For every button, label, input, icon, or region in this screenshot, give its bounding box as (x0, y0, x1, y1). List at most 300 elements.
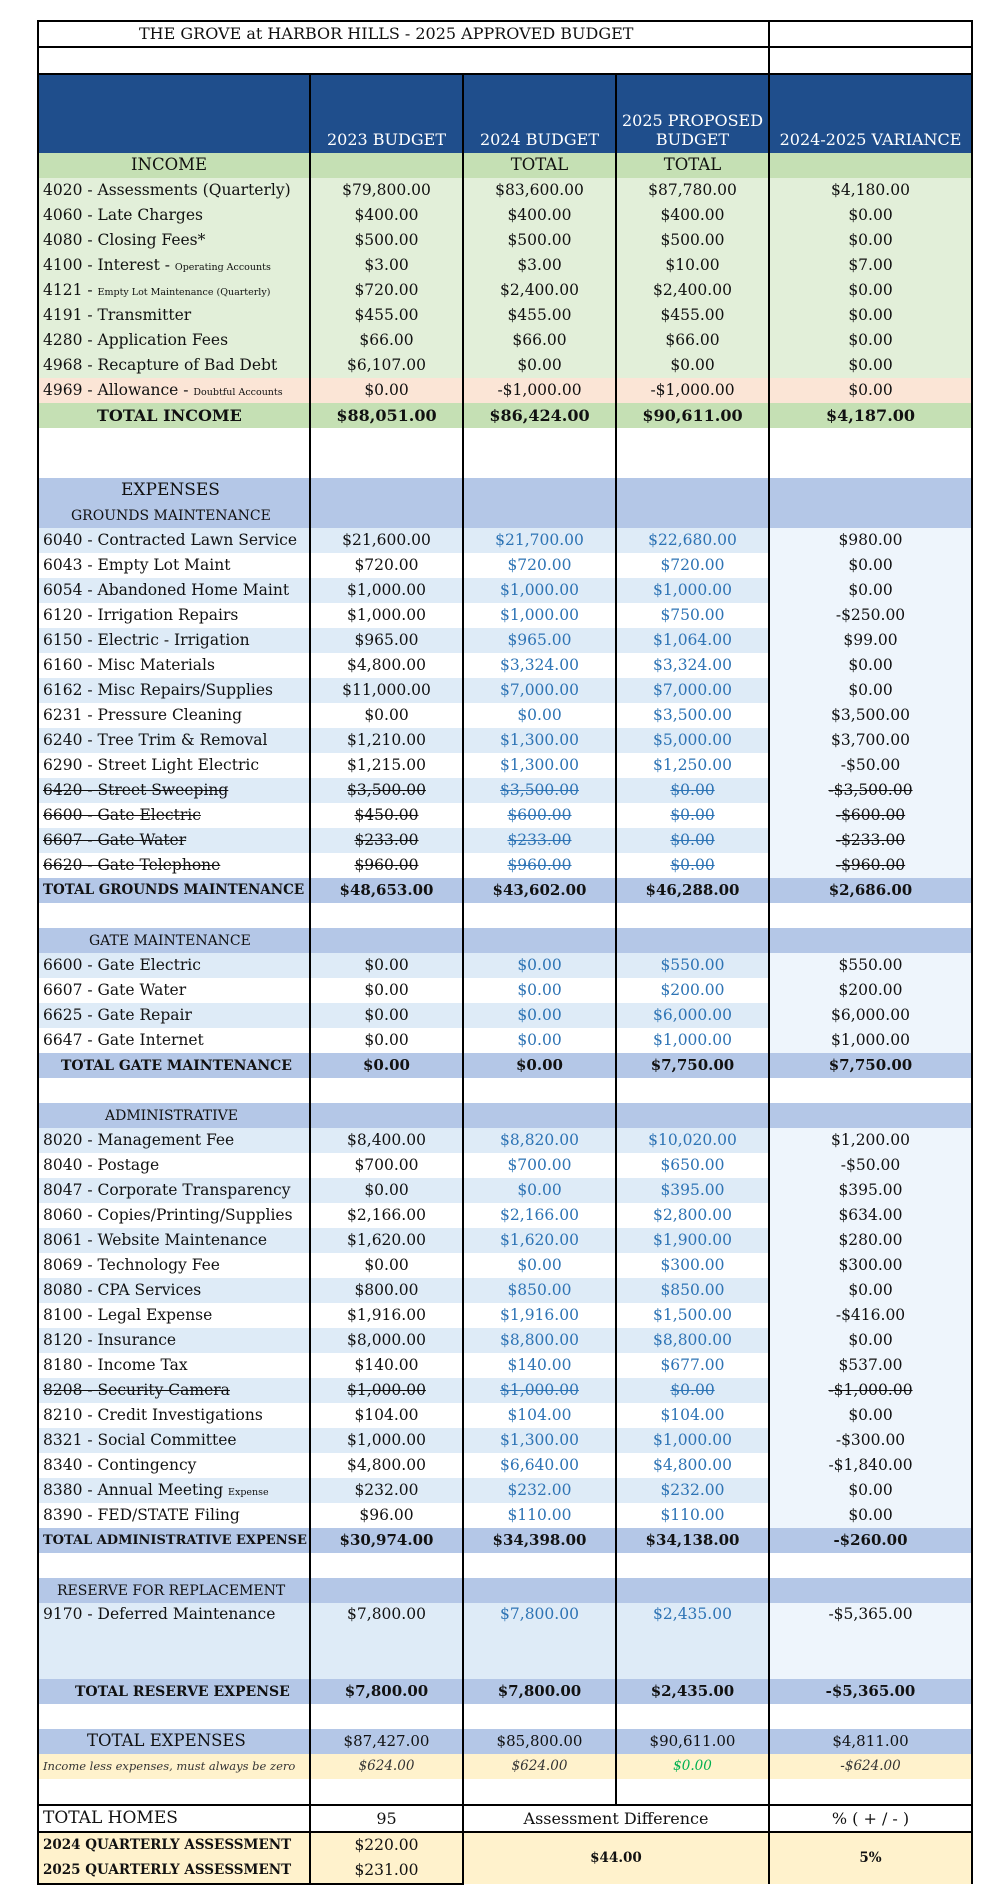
table-row (38, 1603, 972, 1679)
amount-cell: -$233.00 (769, 828, 972, 853)
line-item-name (38, 1603, 310, 1679)
amount-cell: $11,000.00 (310, 678, 463, 703)
amount-cell: -$600.00 (769, 803, 972, 828)
total-amount: $0.00 (463, 1053, 616, 1078)
amount-cell: $232.00 (463, 1478, 616, 1503)
table-row (38, 1178, 972, 1203)
column-header: 2024-2025 VARIANCE (769, 74, 972, 153)
section-heading-row (38, 503, 972, 528)
line-item-name (38, 853, 310, 878)
amount-cell: $0.00 (616, 353, 769, 378)
total-amount: $7,800.00 (463, 1679, 616, 1704)
spacer-row (38, 903, 972, 928)
total-amount: -$260.00 (769, 1528, 972, 1553)
line-item-label: 8120 - Insurance (43, 1330, 177, 1349)
amount-cell: $455.00 (463, 303, 616, 328)
amount-cell: $104.00 (310, 1403, 463, 1428)
amount-cell: $3,500.00 (310, 778, 463, 803)
amount-cell: $500.00 (463, 228, 616, 253)
quarterly-2025-label: 2025 QUARTERLY ASSESSMENT (38, 1858, 310, 1884)
assessment-difference-label: Assessment Difference (463, 1805, 769, 1832)
total-amount: $90,611.00 (616, 403, 769, 428)
line-item-label: 4080 - Closing Fees* (43, 230, 206, 249)
table-row (38, 778, 972, 803)
section-heading: GATE MAINTENANCE (38, 928, 310, 953)
total-amount: $4,187.00 (769, 403, 972, 428)
line-item-name (38, 228, 310, 253)
line-item-name (38, 603, 310, 628)
amount-cell: $537.00 (769, 1353, 972, 1378)
spacer-row (38, 47, 972, 74)
net-amount: $624.00 (310, 1754, 463, 1779)
amount-cell: $0.00 (463, 1253, 616, 1278)
line-item-name (38, 653, 310, 678)
table-row (38, 1328, 972, 1353)
amount-cell: $0.00 (769, 1503, 972, 1528)
net-amount: $624.00 (463, 1754, 616, 1779)
total-label: TOTAL GATE MAINTENANCE (38, 1053, 310, 1078)
amount-cell: $700.00 (310, 1153, 463, 1178)
total-subheader: TOTAL (616, 153, 769, 178)
amount-cell: -$50.00 (769, 1153, 972, 1178)
table-row (38, 253, 972, 278)
amount-cell: $0.00 (616, 853, 769, 878)
amount-cell: $4,800.00 (616, 1453, 769, 1478)
amount-cell: $800.00 (310, 1278, 463, 1303)
amount-cell: $0.00 (310, 1253, 463, 1278)
spacer-row (38, 1553, 972, 1578)
expenses-heading: EXPENSES (38, 478, 310, 503)
total-amount: $88,051.00 (310, 403, 463, 428)
amount-cell: $2,400.00 (463, 278, 616, 303)
table-row (38, 578, 972, 603)
line-item-name (38, 828, 310, 853)
amount-cell: $7.00 (769, 253, 972, 278)
amount-cell: $21,700.00 (463, 528, 616, 553)
total-row (38, 1053, 972, 1078)
amount-cell: $7,000.00 (616, 678, 769, 703)
amount-cell: $233.00 (310, 828, 463, 853)
amount-cell: $1,000.00 (310, 578, 463, 603)
amount-cell: $96.00 (310, 1503, 463, 1528)
amount-cell: $110.00 (463, 1503, 616, 1528)
line-item-name (38, 203, 310, 228)
amount-cell: $455.00 (310, 303, 463, 328)
amount-cell: $4,800.00 (310, 653, 463, 678)
line-item-name (38, 303, 310, 328)
section-heading: RESERVE FOR REPLACEMENT (38, 1578, 310, 1603)
quarterly-2025-value: $231.00 (310, 1858, 463, 1884)
table-row (38, 1203, 972, 1228)
amount-cell: $0.00 (769, 353, 972, 378)
line-item-name (38, 1028, 310, 1053)
amount-cell: $0.00 (769, 1328, 972, 1353)
amount-cell: $3,500.00 (769, 703, 972, 728)
table-row (38, 1503, 972, 1528)
amount-cell: $400.00 (616, 203, 769, 228)
amount-cell: $1,000.00 (463, 578, 616, 603)
amount-cell: $7,800.00 (310, 1603, 463, 1679)
line-item-name (38, 1378, 310, 1403)
table-row (38, 553, 972, 578)
total-homes-label: TOTAL HOMES (38, 1805, 310, 1832)
amount-cell: $0.00 (463, 978, 616, 1003)
total-amount: $34,138.00 (616, 1528, 769, 1553)
amount-cell: $79,800.00 (310, 178, 463, 203)
line-item-label: 6600 - Gate Electric (43, 955, 201, 974)
table-row (38, 1303, 972, 1328)
section-heading: GROUNDS MAINTENANCE (38, 503, 310, 528)
spacer-row (38, 453, 972, 478)
amount-cell: -$5,365.00 (769, 1603, 972, 1679)
table-row (38, 703, 972, 728)
table-row (38, 228, 972, 253)
table-row (38, 1278, 972, 1303)
amount-cell: $140.00 (310, 1353, 463, 1378)
amount-cell: $0.00 (310, 378, 463, 403)
table-row (38, 1428, 972, 1453)
table-row (38, 1003, 972, 1028)
amount-cell: $0.00 (769, 578, 972, 603)
amount-cell: $0.00 (769, 203, 972, 228)
table-row (38, 278, 972, 303)
amount-cell: $1,200.00 (769, 1128, 972, 1153)
table-row (38, 378, 972, 403)
line-item-name (38, 528, 310, 553)
table-row (38, 828, 972, 853)
line-item-label: 8340 - Contingency (43, 1455, 197, 1474)
amount-cell: $0.00 (769, 1403, 972, 1428)
amount-cell: $400.00 (463, 203, 616, 228)
quarterly-2024-label: 2024 QUARTERLY ASSESSMENT (38, 1832, 310, 1858)
amount-cell: $5,000.00 (616, 728, 769, 753)
line-item-name (38, 1128, 310, 1153)
line-item-label: 6290 - Street Light Electric (43, 755, 260, 774)
line-item-label: 8100 - Legal Expense (43, 1305, 213, 1324)
budget-sheet (37, 20, 971, 1885)
amount-cell: $0.00 (769, 228, 972, 253)
amount-cell: $395.00 (616, 1178, 769, 1203)
amount-cell: $66.00 (616, 328, 769, 353)
amount-cell: $0.00 (616, 828, 769, 853)
amount-cell: -$3,500.00 (769, 778, 972, 803)
amount-cell: $3.00 (463, 253, 616, 278)
line-item-note: Expense (228, 1486, 269, 1498)
amount-cell: $6,000.00 (769, 1003, 972, 1028)
income-heading: INCOME (38, 153, 310, 178)
total-row (38, 1729, 972, 1754)
table-row (38, 953, 972, 978)
line-item-name (38, 1203, 310, 1228)
amount-cell: $4,800.00 (310, 1453, 463, 1478)
table-row (38, 178, 972, 203)
line-item-label: 6120 - Irrigation Repairs (43, 605, 239, 624)
line-item-label: 6160 - Misc Materials (43, 655, 215, 674)
amount-cell: $2,800.00 (616, 1203, 769, 1228)
amount-cell: $8,800.00 (616, 1328, 769, 1353)
amount-cell: -$960.00 (769, 853, 972, 878)
amount-cell: $3,500.00 (463, 778, 616, 803)
line-item-name (38, 1503, 310, 1528)
amount-cell: $8,000.00 (310, 1328, 463, 1353)
line-item-name (38, 1303, 310, 1328)
table-row (38, 1128, 972, 1153)
amount-cell: $0.00 (463, 1028, 616, 1053)
amount-cell: $0.00 (769, 328, 972, 353)
line-item-name (38, 278, 310, 303)
amount-cell: -$300.00 (769, 1428, 972, 1453)
section-heading-row (38, 928, 972, 953)
line-item-name (38, 1428, 310, 1453)
amount-cell: $700.00 (463, 1153, 616, 1178)
amount-cell: $0.00 (463, 1003, 616, 1028)
summary-row (38, 1805, 972, 1832)
total-row (38, 878, 972, 903)
amount-cell: $0.00 (310, 703, 463, 728)
spacer-row (38, 1704, 972, 1729)
amount-cell: $104.00 (616, 1403, 769, 1428)
amount-cell: $1,000.00 (769, 1028, 972, 1053)
table-row (38, 1478, 972, 1503)
line-item-name (38, 1153, 310, 1178)
section-heading: ADMINISTRATIVE (38, 1103, 310, 1128)
total-amount: $7,750.00 (616, 1053, 769, 1078)
line-item-name (38, 1178, 310, 1203)
amount-cell: $1,000.00 (463, 603, 616, 628)
amount-cell: $980.00 (769, 528, 972, 553)
spacer-row (38, 1779, 972, 1805)
line-item-label: 8390 - FED/STATE Filing (43, 1505, 240, 1524)
amount-cell: $6,640.00 (463, 1453, 616, 1478)
amount-cell: $960.00 (463, 853, 616, 878)
total-amount: $85,800.00 (463, 1729, 616, 1754)
amount-cell: $99.00 (769, 628, 972, 653)
line-item-note: Operating Accounts (174, 261, 271, 273)
table-row (38, 1378, 972, 1403)
line-item-label: 4968 - Recapture of Bad Debt (43, 355, 278, 374)
line-item-label: 6420 - Street Sweeping (43, 780, 229, 799)
line-item-label: 6600 - Gate Electric (43, 805, 201, 824)
table-row (38, 1253, 972, 1278)
line-item-label: 8180 - Income Tax (43, 1355, 188, 1374)
total-amount: $90,611.00 (616, 1729, 769, 1754)
title-row (38, 21, 972, 47)
table-row (38, 1453, 972, 1478)
amount-cell: $140.00 (463, 1353, 616, 1378)
amount-cell: $300.00 (616, 1253, 769, 1278)
budget-table (37, 20, 973, 1885)
total-amount: -$5,365.00 (769, 1679, 972, 1704)
amount-cell: $0.00 (769, 278, 972, 303)
line-item-name (38, 553, 310, 578)
column-header: 2024 BUDGET (463, 74, 616, 153)
amount-cell: $1,000.00 (616, 1028, 769, 1053)
line-item-name (38, 1453, 310, 1478)
section-heading-row (38, 478, 972, 503)
amount-cell: $233.00 (463, 828, 616, 853)
table-row (38, 1228, 972, 1253)
line-item-name (38, 378, 310, 403)
amount-cell: -$50.00 (769, 753, 972, 778)
amount-cell: $500.00 (310, 228, 463, 253)
amount-cell: -$1,000.00 (463, 378, 616, 403)
amount-cell: $3,700.00 (769, 728, 972, 753)
amount-cell: $1,000.00 (616, 1428, 769, 1453)
amount-cell: $8,820.00 (463, 1128, 616, 1153)
line-item-name (38, 253, 310, 278)
amount-cell: $300.00 (769, 1253, 972, 1278)
amount-cell: $1,916.00 (463, 1303, 616, 1328)
amount-cell: $280.00 (769, 1228, 972, 1253)
amount-cell: -$1,840.00 (769, 1453, 972, 1478)
amount-cell: -$416.00 (769, 1303, 972, 1328)
amount-cell: $720.00 (310, 278, 463, 303)
amount-cell: $110.00 (616, 1503, 769, 1528)
table-row (38, 853, 972, 878)
line-item-name (38, 728, 310, 753)
net-label: Income less expenses, must always be zero (38, 1754, 310, 1779)
amount-cell: $850.00 (616, 1278, 769, 1303)
line-item-label: 8047 - Corporate Transparency (43, 1180, 291, 1199)
line-item-name (38, 353, 310, 378)
line-item-name (38, 703, 310, 728)
table-row (38, 1028, 972, 1053)
amount-cell: $0.00 (616, 1378, 769, 1403)
line-item-name (38, 628, 310, 653)
amount-cell: $6,107.00 (310, 353, 463, 378)
amount-cell: $1,250.00 (616, 753, 769, 778)
line-item-label: 8321 - Social Committee (43, 1430, 237, 1449)
table-row (38, 653, 972, 678)
total-label: TOTAL EXPENSES (38, 1729, 310, 1754)
total-row (38, 1528, 972, 1553)
amount-cell: $66.00 (463, 328, 616, 353)
table-row (38, 728, 972, 753)
amount-cell: $8,400.00 (310, 1128, 463, 1153)
amount-cell: $83,600.00 (463, 178, 616, 203)
amount-cell: $0.00 (616, 803, 769, 828)
amount-cell: $1,300.00 (463, 753, 616, 778)
amount-cell: $455.00 (616, 303, 769, 328)
amount-cell: $7,000.00 (463, 678, 616, 703)
amount-cell: $960.00 (310, 853, 463, 878)
amount-cell: $1,000.00 (463, 1378, 616, 1403)
amount-cell: $4,180.00 (769, 178, 972, 203)
line-item-label: 4020 - Assessments (Quarterly) (43, 180, 291, 199)
line-item-label: 6231 - Pressure Cleaning (43, 705, 243, 724)
line-item-label: 8208 - Security Camera (43, 1380, 230, 1399)
amount-cell: $650.00 (616, 1153, 769, 1178)
line-item-name (38, 1253, 310, 1278)
amount-cell: $750.00 (616, 603, 769, 628)
amount-cell: $3,324.00 (616, 653, 769, 678)
table-row (38, 1403, 972, 1428)
line-item-label: 4121 - (43, 280, 98, 299)
amount-cell: $232.00 (616, 1478, 769, 1503)
line-item-label: 8020 - Management Fee (43, 1130, 235, 1149)
amount-cell: $1,916.00 (310, 1303, 463, 1328)
summary-row (38, 1832, 972, 1858)
amount-cell: $600.00 (463, 803, 616, 828)
table-row (38, 978, 972, 1003)
total-amount: $2,686.00 (769, 878, 972, 903)
total-amount: $48,653.00 (310, 878, 463, 903)
line-item-name (38, 778, 310, 803)
table-row (38, 353, 972, 378)
amount-cell: -$1,000.00 (769, 1378, 972, 1403)
amount-cell: $8,800.00 (463, 1328, 616, 1353)
line-item-label: 6040 - Contracted Lawn Service (43, 530, 298, 549)
amount-cell: $965.00 (310, 628, 463, 653)
amount-cell: $500.00 (616, 228, 769, 253)
line-item-label: 6043 - Empty Lot Maint (43, 555, 231, 574)
amount-cell: $850.00 (463, 1278, 616, 1303)
amount-cell: $965.00 (463, 628, 616, 653)
amount-cell: $634.00 (769, 1203, 972, 1228)
amount-cell: $200.00 (616, 978, 769, 1003)
line-item-label: 6054 - Abandoned Home Maint (43, 580, 290, 599)
total-subheader: TOTAL (463, 153, 616, 178)
percent-label: % ( + / - ) (769, 1805, 972, 1832)
amount-cell: $720.00 (310, 553, 463, 578)
amount-cell: $22,680.00 (616, 528, 769, 553)
amount-cell: $1,000.00 (310, 603, 463, 628)
line-item-label: 6607 - Gate Water (43, 980, 187, 999)
amount-cell: $450.00 (310, 803, 463, 828)
section-heading-row (38, 1103, 972, 1128)
amount-cell: -$250.00 (769, 603, 972, 628)
total-amount: $43,602.00 (463, 878, 616, 903)
line-item-label: 8080 - CPA Services (43, 1280, 202, 1299)
line-item-label: 6620 - Gate Telephone (43, 855, 221, 874)
total-label: TOTAL ADMINISTRATIVE EXPENSE (38, 1528, 310, 1553)
line-item-label: 4060 - Late Charges (43, 205, 203, 224)
amount-cell: $0.00 (463, 703, 616, 728)
line-item-name (38, 1403, 310, 1428)
total-amount: $87,427.00 (310, 1729, 463, 1754)
table-row (38, 303, 972, 328)
amount-cell: $3.00 (310, 253, 463, 278)
amount-cell: $720.00 (463, 553, 616, 578)
line-item-label: 4100 - Interest - (43, 255, 175, 274)
table-row (38, 803, 972, 828)
amount-cell: $0.00 (463, 353, 616, 378)
amount-cell: $0.00 (769, 678, 972, 703)
column-header-row (38, 74, 972, 153)
total-amount: $34,398.00 (463, 1528, 616, 1553)
line-item-label: 6240 - Tree Trim & Removal (43, 730, 268, 749)
table-row (38, 628, 972, 653)
amount-cell: $1,064.00 (616, 628, 769, 653)
table-row (38, 328, 972, 353)
amount-cell: $1,000.00 (616, 578, 769, 603)
line-item-name (38, 678, 310, 703)
line-item-note: Doubtful Accounts (193, 386, 283, 398)
line-item-name (38, 1353, 310, 1378)
table-row (38, 1353, 972, 1378)
section-heading-row (38, 1578, 972, 1603)
net-amount: $0.00 (616, 1754, 769, 1779)
amount-cell: $1,000.00 (310, 1378, 463, 1403)
amount-cell: $1,900.00 (616, 1228, 769, 1253)
total-label: TOTAL GROUNDS MAINTENANCE (38, 878, 310, 903)
total-label: TOTAL RESERVE EXPENSE (38, 1679, 310, 1704)
amount-cell: $0.00 (769, 378, 972, 403)
amount-cell: $2,166.00 (310, 1203, 463, 1228)
amount-cell: $0.00 (769, 553, 972, 578)
total-amount: $7,750.00 (769, 1053, 972, 1078)
line-item-name (38, 328, 310, 353)
